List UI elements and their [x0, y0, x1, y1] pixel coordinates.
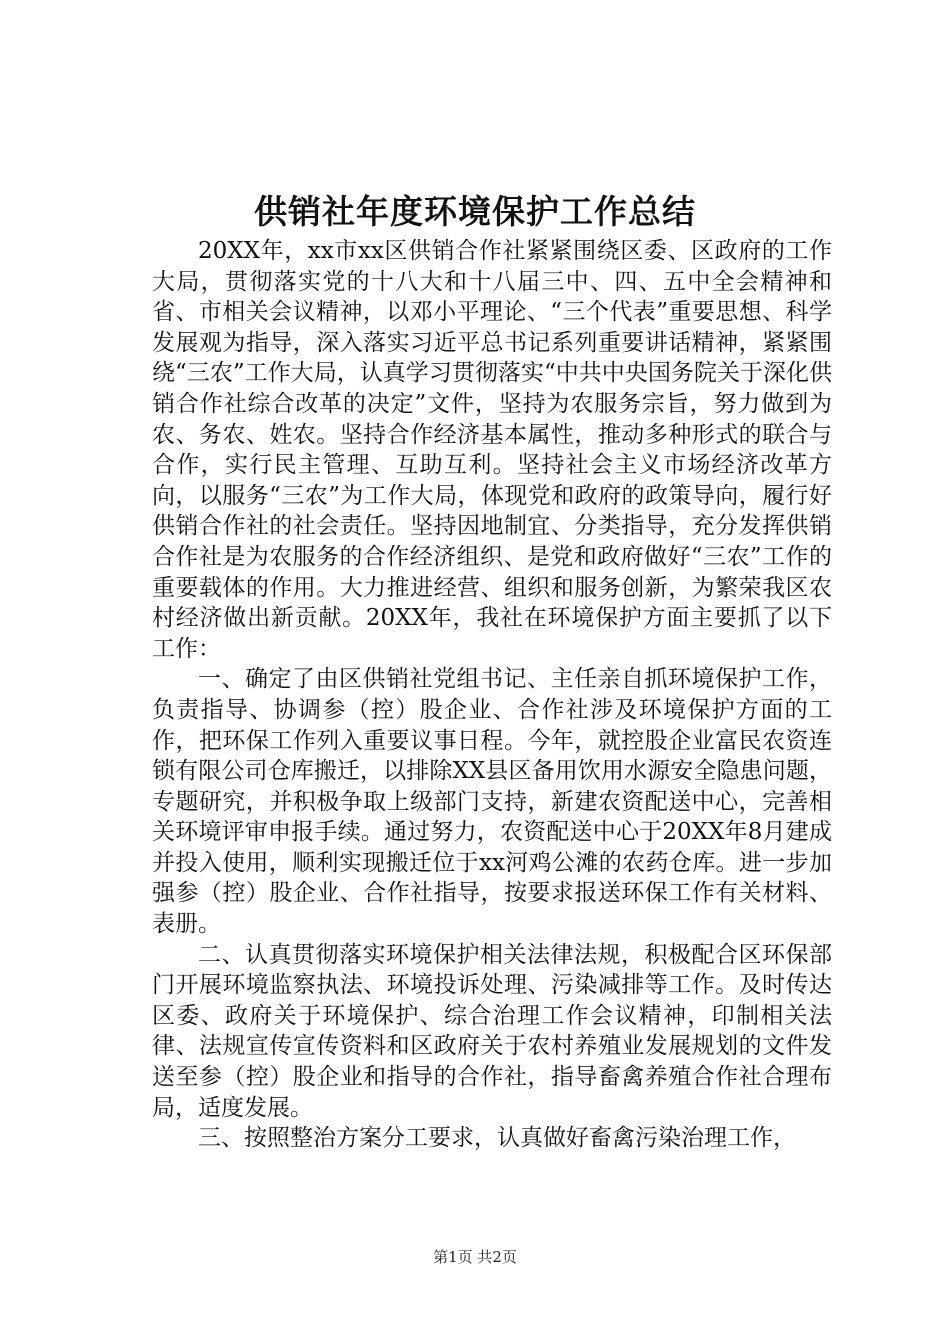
paragraph-item-2: 二、认真贯彻落实环境保护相关法律法规，积极配合区环保部门开展环境监察执法、环境投诉处理、污染减排等工作。及时传达区委、政府关于环境保护、综合治理工作会议精神，印制相关法律、法规宣传宣传资料和区政府关于农村养殖业发展规划的文件发送至参（控）股企业和指导的合作社，指导畜禽养殖合作社合理布局，适度发展。	[152, 941, 832, 1121]
document-title: 供销社年度环境保护工作总结	[254, 192, 696, 231]
document-body	[152, 236, 832, 1154]
paragraph-item-3: 三、按照整治方案分工要求，认真做好畜禽污染治理工作，	[198, 1125, 796, 1152]
page-number-footer: 第1页 共2页	[433, 1248, 517, 1266]
paragraph-item-1: 一、确定了由区供销社党组书记、主任亲自抓环境保护工作，负责指导、协调参（控）股企业、合作社涉及环境保护方面的工作，把环保工作列入重要议事日程。今年，就控股企业富民农资连锁有限公司仓库搬迁，以排除XX县区备用饮用水源安全隐患问题，专题研究，并积极争取上级部门支持，新建农资配送中心，完善相关环境评审申报手续。通过努力，农资配送中心于20XX年8月建成并投入使用，顺利实现搬迁位于xx河鸡公滩的农药仓库。进一步加强参（控）股企业、合作社指导，按要求报送环保工作有关材料、表册。	[152, 666, 832, 938]
paragraph-intro: 20XX年，xx市xx区供销合作社紧紧围绕区委、区政府的工作大局，贯彻落实党的十八大和十八届三中、四、五中全会精神和省、市相关会议精神，以邓小平理论、“三个代表”重要思想、科学发展观为指导，深入落实习近平总书记系列重要讲话精神，紧紧围绕“三农”工作大局，认真学习贯彻落实“中共中央国务院关于深化供销合作社综合改革的决定”文件，坚持为农服务宗旨，努力做到为农、务农、姓农。坚持合作经济基本属性，推动多种形式的联合与合作，实行民主管理、互助互利。坚持社会主义市场经济改革方向，以服务“三农”为工作大局，体现党和政府的政策导向，履行好供销合作社的社会责任。坚持因地制宜、分类指导，充分发挥供销合作社是为农服务的合作经济组织、是党和政府做好“三农”工作的重要载体的作用。大力推进经营、组织和服务创新，为繁荣我区农村经济做出新贡献。20XX年，我社在环境保护方面主要抓了以下工作：	[152, 238, 832, 662]
